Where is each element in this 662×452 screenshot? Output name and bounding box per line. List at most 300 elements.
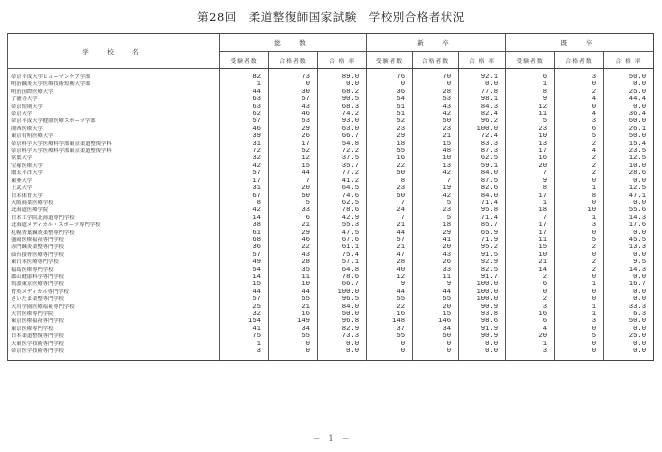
value-cell: 2 bbox=[555, 170, 604, 177]
value-cell: 0 bbox=[269, 348, 318, 355]
value-cell: 28.6 bbox=[604, 170, 654, 177]
value-cell: 50 bbox=[269, 193, 318, 200]
value-cell: 90.9 bbox=[459, 333, 506, 340]
value-cell: 154 bbox=[220, 318, 269, 325]
school-name-cell: 福島医療専門学校 bbox=[8, 267, 220, 274]
value-cell: 63 bbox=[220, 104, 269, 111]
value-cell: 50 bbox=[367, 170, 413, 177]
value-cell: 3 bbox=[506, 304, 555, 311]
value-cell: 15 bbox=[269, 163, 318, 170]
value-cell: 21 bbox=[506, 259, 555, 266]
value-cell: 0 bbox=[269, 341, 318, 348]
value-cell: 14.3 bbox=[604, 215, 654, 222]
value-cell: 85.7 bbox=[459, 222, 506, 229]
value-cell: 0.0 bbox=[604, 289, 654, 296]
value-cell: 44 bbox=[413, 289, 459, 296]
value-cell: 9 bbox=[367, 281, 413, 288]
table-row bbox=[8, 267, 654, 274]
table-row bbox=[8, 289, 654, 296]
value-cell: 65.9 bbox=[459, 230, 506, 237]
value-cell: 36.4 bbox=[604, 111, 654, 118]
school-name-cell: 了徳寺大学 bbox=[8, 96, 220, 103]
value-cell: 55 bbox=[367, 296, 413, 303]
value-cell: 82 bbox=[220, 74, 269, 81]
table-row bbox=[8, 155, 654, 162]
value-cell: 100.0 bbox=[318, 289, 367, 296]
value-cell: 0.0 bbox=[604, 252, 654, 259]
value-cell: 41 bbox=[413, 237, 459, 244]
value-cell: 43 bbox=[413, 104, 459, 111]
value-cell: 87.3 bbox=[459, 148, 506, 155]
value-cell: 14 bbox=[220, 215, 269, 222]
value-cell: 55.3 bbox=[318, 222, 367, 229]
value-cell: 0.0 bbox=[604, 178, 654, 185]
school-name-cell: 帝京科学大学医療科学部東京柔道整復学科 bbox=[8, 148, 220, 155]
value-cell: 7 bbox=[367, 200, 413, 207]
value-cell: 75 bbox=[220, 333, 269, 340]
value-cell: 26 bbox=[413, 259, 459, 266]
value-cell: 0 bbox=[555, 230, 604, 237]
value-cell: 84.0 bbox=[318, 304, 367, 311]
value-cell: 0 bbox=[555, 81, 604, 88]
column-header: 受験者数 bbox=[367, 52, 413, 69]
value-cell: 82.9 bbox=[318, 326, 367, 333]
table-row bbox=[8, 81, 654, 88]
value-cell: 52 bbox=[269, 148, 318, 155]
value-cell: 16 bbox=[269, 311, 318, 318]
school-name-cell: 日本工学院北海道専門学校 bbox=[8, 215, 220, 222]
value-cell: 13 bbox=[506, 141, 555, 148]
value-cell: 3 bbox=[555, 318, 604, 325]
value-cell: 12.5 bbox=[604, 185, 654, 192]
value-cell: 54 bbox=[220, 267, 269, 274]
value-cell: 8 bbox=[367, 178, 413, 185]
value-cell: 96.2 bbox=[459, 118, 506, 125]
value-cell: 15 bbox=[220, 281, 269, 288]
value-cell: 82.6 bbox=[459, 185, 506, 192]
value-cell: 44 bbox=[269, 289, 318, 296]
value-cell: 0.0 bbox=[318, 348, 367, 355]
value-cell: 78.6 bbox=[318, 274, 367, 281]
table-row bbox=[8, 207, 654, 214]
value-cell: 68 bbox=[220, 237, 269, 244]
value-cell: 49 bbox=[220, 259, 269, 266]
value-cell: 3 bbox=[555, 222, 604, 229]
table-row bbox=[8, 126, 654, 133]
value-cell: 9 bbox=[413, 281, 459, 288]
value-cell: 55.6 bbox=[604, 207, 654, 214]
value-cell: 36 bbox=[220, 244, 269, 251]
value-cell: 28 bbox=[413, 89, 459, 96]
value-cell: 33 bbox=[269, 207, 318, 214]
value-cell: 0.0 bbox=[318, 341, 367, 348]
value-cell: 62.5 bbox=[318, 200, 367, 207]
value-cell: 7 bbox=[269, 178, 318, 185]
value-cell: 47 bbox=[367, 252, 413, 259]
value-cell: 2 bbox=[555, 259, 604, 266]
school-name-cell: 東京医療専門学校 bbox=[8, 326, 220, 333]
school-name-cell: 上武大学 bbox=[8, 185, 220, 192]
value-cell: 2 bbox=[555, 155, 604, 162]
value-cell: 40 bbox=[367, 267, 413, 274]
value-cell: 0.0 bbox=[604, 341, 654, 348]
value-cell: 22 bbox=[367, 163, 413, 170]
school-name-header: 学 校 名 bbox=[8, 34, 220, 69]
value-cell: 0 bbox=[413, 81, 459, 88]
value-cell: 82.5 bbox=[459, 267, 506, 274]
value-cell: 47.5 bbox=[318, 230, 367, 237]
value-cell: 84.0 bbox=[459, 170, 506, 177]
value-cell: 46 bbox=[269, 237, 318, 244]
value-cell: 61 bbox=[220, 230, 269, 237]
value-cell: 0 bbox=[555, 348, 604, 355]
value-cell: 0.0 bbox=[604, 326, 654, 333]
value-cell: 7 bbox=[506, 170, 555, 177]
value-cell: 89.0 bbox=[318, 74, 367, 81]
value-cell: 29 bbox=[269, 126, 318, 133]
value-cell: 9 bbox=[506, 178, 555, 185]
value-cell: 29 bbox=[367, 133, 413, 140]
table-row bbox=[8, 341, 654, 348]
column-header: 受験者数 bbox=[506, 52, 555, 69]
value-cell: 42.9 bbox=[318, 215, 367, 222]
value-cell: 2 bbox=[555, 163, 604, 170]
table-row bbox=[8, 237, 654, 244]
value-cell: 15.4 bbox=[604, 141, 654, 148]
table-row bbox=[8, 163, 654, 170]
value-cell: 16 bbox=[506, 155, 555, 162]
value-cell: 72 bbox=[220, 148, 269, 155]
value-cell: 53 bbox=[413, 96, 459, 103]
value-cell: 21 bbox=[413, 133, 459, 140]
value-cell: 0 bbox=[367, 348, 413, 355]
value-cell: 33.3 bbox=[604, 304, 654, 311]
value-cell: 90.9 bbox=[459, 304, 506, 311]
value-cell: 16 bbox=[506, 311, 555, 318]
value-cell: 22 bbox=[269, 244, 318, 251]
value-cell: 5 bbox=[506, 118, 555, 125]
school-name-cell: 常葉大学 bbox=[8, 155, 220, 162]
value-cell: 33 bbox=[413, 267, 459, 274]
value-cell: 18 bbox=[506, 207, 555, 214]
value-cell: 25.0 bbox=[604, 89, 654, 96]
value-cell: 12.5 bbox=[604, 155, 654, 162]
table-row bbox=[8, 133, 654, 140]
value-cell: 68.2 bbox=[318, 89, 367, 96]
value-cell: 72.4 bbox=[459, 133, 506, 140]
value-cell: 21 bbox=[269, 304, 318, 311]
table-row bbox=[8, 89, 654, 96]
value-cell: 6.3 bbox=[604, 311, 654, 318]
value-cell: 11 bbox=[506, 237, 555, 244]
value-cell: 44 bbox=[220, 289, 269, 296]
value-cell: 41.2 bbox=[318, 178, 367, 185]
value-cell: 18 bbox=[367, 141, 413, 148]
value-cell: 6 bbox=[506, 281, 555, 288]
value-cell: 0.0 bbox=[604, 296, 654, 303]
table-row bbox=[8, 222, 654, 229]
school-name-cell: 大東医学技術専門学校 bbox=[8, 341, 220, 348]
value-cell: 2 bbox=[506, 274, 555, 281]
value-cell: 50.0 bbox=[604, 318, 654, 325]
value-cell: 0 bbox=[555, 104, 604, 111]
value-cell: 43 bbox=[413, 252, 459, 259]
table-row bbox=[8, 148, 654, 155]
value-cell: 91.5 bbox=[459, 252, 506, 259]
column-header: 合格者数 bbox=[413, 52, 459, 69]
value-cell: 57 bbox=[220, 170, 269, 177]
value-cell: 0 bbox=[555, 289, 604, 296]
table-row bbox=[8, 304, 654, 311]
value-cell: 50 bbox=[413, 118, 459, 125]
value-cell: 59.1 bbox=[459, 163, 506, 170]
table-row bbox=[8, 111, 654, 118]
school-name-cell: 宝塚医療大学 bbox=[8, 163, 220, 170]
value-cell: 0 bbox=[367, 341, 413, 348]
value-cell: 0 bbox=[413, 341, 459, 348]
value-cell: 17 bbox=[506, 222, 555, 229]
value-cell: 8 bbox=[506, 185, 555, 192]
value-cell: 92.9 bbox=[459, 259, 506, 266]
value-cell: 5 bbox=[413, 200, 459, 207]
value-cell: 47.1 bbox=[604, 193, 654, 200]
value-cell: 48 bbox=[413, 148, 459, 155]
table-row bbox=[8, 104, 654, 111]
value-cell: 55 bbox=[367, 333, 413, 340]
value-cell: 98.6 bbox=[459, 318, 506, 325]
value-cell: 9 bbox=[506, 96, 555, 103]
value-cell: 0.0 bbox=[604, 104, 654, 111]
school-name-cell: 東京有明医療大学 bbox=[8, 133, 220, 140]
value-cell: 23.5 bbox=[604, 148, 654, 155]
value-cell: 0 bbox=[555, 274, 604, 281]
value-cell: 76 bbox=[367, 74, 413, 81]
value-cell: 38 bbox=[220, 222, 269, 229]
value-cell: 37 bbox=[367, 326, 413, 333]
value-cell: 148 bbox=[367, 318, 413, 325]
value-cell: 24 bbox=[367, 207, 413, 214]
value-cell: 7 bbox=[413, 178, 459, 185]
table-row bbox=[8, 200, 654, 207]
value-cell: 20 bbox=[506, 333, 555, 340]
table-row bbox=[8, 274, 654, 281]
value-cell: 91.7 bbox=[459, 274, 506, 281]
table-row bbox=[8, 259, 654, 266]
value-cell: 61.1 bbox=[318, 244, 367, 251]
value-cell: 31 bbox=[220, 141, 269, 148]
value-cell: 64.8 bbox=[318, 267, 367, 274]
value-cell: 16.7 bbox=[604, 281, 654, 288]
school-name-cell: 赤門鍼灸柔整専門学校 bbox=[8, 244, 220, 251]
value-cell: 67 bbox=[220, 193, 269, 200]
value-cell: 63.0 bbox=[318, 126, 367, 133]
value-cell: 11 bbox=[269, 274, 318, 281]
value-cell: 36 bbox=[367, 89, 413, 96]
value-cell: 0 bbox=[555, 200, 604, 207]
value-cell: 23 bbox=[413, 126, 459, 133]
column-header: 合格者数 bbox=[555, 52, 604, 69]
value-cell: 64.5 bbox=[318, 185, 367, 192]
value-cell: 43 bbox=[269, 252, 318, 259]
table-row bbox=[8, 215, 654, 222]
value-cell: 17 bbox=[506, 230, 555, 237]
value-cell: 14 bbox=[220, 274, 269, 281]
value-cell: 18 bbox=[413, 222, 459, 229]
value-cell: 87.5 bbox=[459, 178, 506, 185]
value-cell: 20 bbox=[506, 163, 555, 170]
value-cell: 0.0 bbox=[604, 230, 654, 237]
value-cell: 44 bbox=[367, 289, 413, 296]
value-cell: 50.0 bbox=[604, 74, 654, 81]
value-cell: 4 bbox=[555, 111, 604, 118]
school-name-cell: 育英メディカル専門学校 bbox=[8, 289, 220, 296]
group-header-total: 総 数 bbox=[220, 34, 367, 52]
school-name-cell: 帝京医学技術専門学校 bbox=[8, 348, 220, 355]
value-cell: 21 bbox=[367, 244, 413, 251]
value-cell: 23 bbox=[367, 185, 413, 192]
value-cell: 21 bbox=[269, 222, 318, 229]
value-cell: 11 bbox=[506, 111, 555, 118]
value-cell: 42 bbox=[413, 170, 459, 177]
value-cell: 78.6 bbox=[318, 207, 367, 214]
school-name-cell: 筑波東京医療専門学校 bbox=[8, 281, 220, 288]
value-cell: 1 bbox=[555, 281, 604, 288]
value-cell: 44 bbox=[269, 170, 318, 177]
value-cell: 16 bbox=[367, 311, 413, 318]
value-cell: 1 bbox=[506, 341, 555, 348]
value-cell: 98.1 bbox=[459, 96, 506, 103]
value-cell: 93.0 bbox=[318, 118, 367, 125]
value-cell: 28 bbox=[269, 259, 318, 266]
value-cell: 55 bbox=[269, 333, 318, 340]
value-cell: 23 bbox=[413, 207, 459, 214]
value-cell: 0.0 bbox=[604, 200, 654, 207]
value-cell: 0.0 bbox=[604, 81, 654, 88]
value-cell: 17 bbox=[220, 178, 269, 185]
value-cell: 4 bbox=[506, 326, 555, 333]
school-name-cell: 帝京平成大学ヒューマンケア学部 bbox=[8, 74, 220, 81]
school-name-cell: 仙台接骨医療専門学校 bbox=[8, 252, 220, 259]
value-cell: 44 bbox=[367, 230, 413, 237]
value-cell: 84.0 bbox=[459, 193, 506, 200]
value-cell: 1 bbox=[555, 215, 604, 222]
value-cell: 23 bbox=[506, 126, 555, 133]
value-cell: 42 bbox=[413, 111, 459, 118]
school-name-cell: 北海道医療学院 bbox=[8, 207, 220, 214]
value-cell: 0.0 bbox=[459, 81, 506, 88]
value-cell: 34 bbox=[413, 326, 459, 333]
value-cell: 20 bbox=[413, 304, 459, 311]
table-row bbox=[8, 281, 654, 288]
value-cell: 50.0 bbox=[318, 311, 367, 318]
value-cell: 0 bbox=[555, 296, 604, 303]
school-name-cell: 帝京平成大学健康医療スポーツ学部 bbox=[8, 118, 220, 125]
school-name-cell: 大川学園医療福祉専門学校 bbox=[8, 304, 220, 311]
value-cell: 100.0 bbox=[459, 126, 506, 133]
table-row bbox=[8, 193, 654, 200]
value-cell: 57 bbox=[220, 296, 269, 303]
value-cell: 1 bbox=[555, 185, 604, 192]
value-cell: 55 bbox=[413, 296, 459, 303]
value-cell: 4 bbox=[555, 96, 604, 103]
value-cell: 96.8 bbox=[318, 318, 367, 325]
value-cell: 26.1 bbox=[604, 126, 654, 133]
value-cell: 46 bbox=[269, 111, 318, 118]
results-table bbox=[7, 33, 654, 361]
value-cell: 12 bbox=[367, 274, 413, 281]
table-row bbox=[8, 318, 654, 325]
value-cell: 8 bbox=[555, 193, 604, 200]
value-cell: 13 bbox=[413, 163, 459, 170]
value-cell: 50.0 bbox=[604, 133, 654, 140]
value-cell: 1 bbox=[506, 81, 555, 88]
value-cell: 1 bbox=[555, 304, 604, 311]
value-cell: 10 bbox=[555, 207, 604, 214]
value-cell: 10 bbox=[506, 133, 555, 140]
value-cell: 43 bbox=[269, 104, 318, 111]
school-name-cell: 大宮医療専門学院 bbox=[8, 311, 220, 318]
value-cell: 74.6 bbox=[318, 193, 367, 200]
column-header: 合格者数 bbox=[269, 52, 318, 69]
school-name-cell: 東日本医療専門学校 bbox=[8, 259, 220, 266]
value-cell: 42 bbox=[413, 193, 459, 200]
value-cell: 0.0 bbox=[604, 274, 654, 281]
value-cell: 22 bbox=[367, 304, 413, 311]
value-cell: 30 bbox=[269, 89, 318, 96]
school-name-cell: 帝京科学大学医療科学部東京柔道整復学科 bbox=[8, 141, 220, 148]
value-cell: 8 bbox=[220, 200, 269, 207]
value-cell: 71.9 bbox=[459, 237, 506, 244]
value-cell: 0.0 bbox=[604, 348, 654, 355]
value-cell: 96.5 bbox=[318, 296, 367, 303]
value-cell: 34 bbox=[269, 326, 318, 333]
value-cell: 10 bbox=[506, 252, 555, 259]
value-cell: 2 bbox=[555, 141, 604, 148]
table-row bbox=[8, 333, 654, 340]
table-row bbox=[8, 178, 654, 185]
value-cell: 55 bbox=[367, 148, 413, 155]
value-cell: 6 bbox=[506, 74, 555, 81]
value-cell: 3 bbox=[555, 74, 604, 81]
value-cell: 54.8 bbox=[318, 141, 367, 148]
table-row bbox=[8, 348, 654, 355]
value-cell: 35.7 bbox=[318, 163, 367, 170]
value-cell: 5 bbox=[555, 133, 604, 140]
value-cell: 1 bbox=[555, 311, 604, 318]
value-cell: 11 bbox=[413, 274, 459, 281]
value-cell: 9.5 bbox=[604, 259, 654, 266]
column-header: 合 格 率 bbox=[604, 52, 654, 69]
value-cell: 37.5 bbox=[318, 155, 367, 162]
value-cell: 1 bbox=[506, 200, 555, 207]
value-cell: 3 bbox=[555, 118, 604, 125]
school-name-cell: 帝京大学 bbox=[8, 111, 220, 118]
value-cell: 7 bbox=[367, 215, 413, 222]
value-cell: 57 bbox=[220, 252, 269, 259]
value-cell: 15 bbox=[413, 141, 459, 148]
value-cell: 0.0 bbox=[318, 81, 367, 88]
value-cell: 90.5 bbox=[318, 96, 367, 103]
school-name-cell: 郡山健康科学専門学校 bbox=[8, 274, 220, 281]
value-cell: 46 bbox=[220, 126, 269, 133]
value-cell: 100.0 bbox=[459, 289, 506, 296]
value-cell: 51 bbox=[367, 104, 413, 111]
value-cell: 77.8 bbox=[459, 89, 506, 96]
value-cell: 52 bbox=[367, 118, 413, 125]
value-cell: 95.2 bbox=[459, 244, 506, 251]
value-cell: 6 bbox=[269, 215, 318, 222]
school-name-cell: 盛岡医療福祉専門学校 bbox=[8, 237, 220, 244]
